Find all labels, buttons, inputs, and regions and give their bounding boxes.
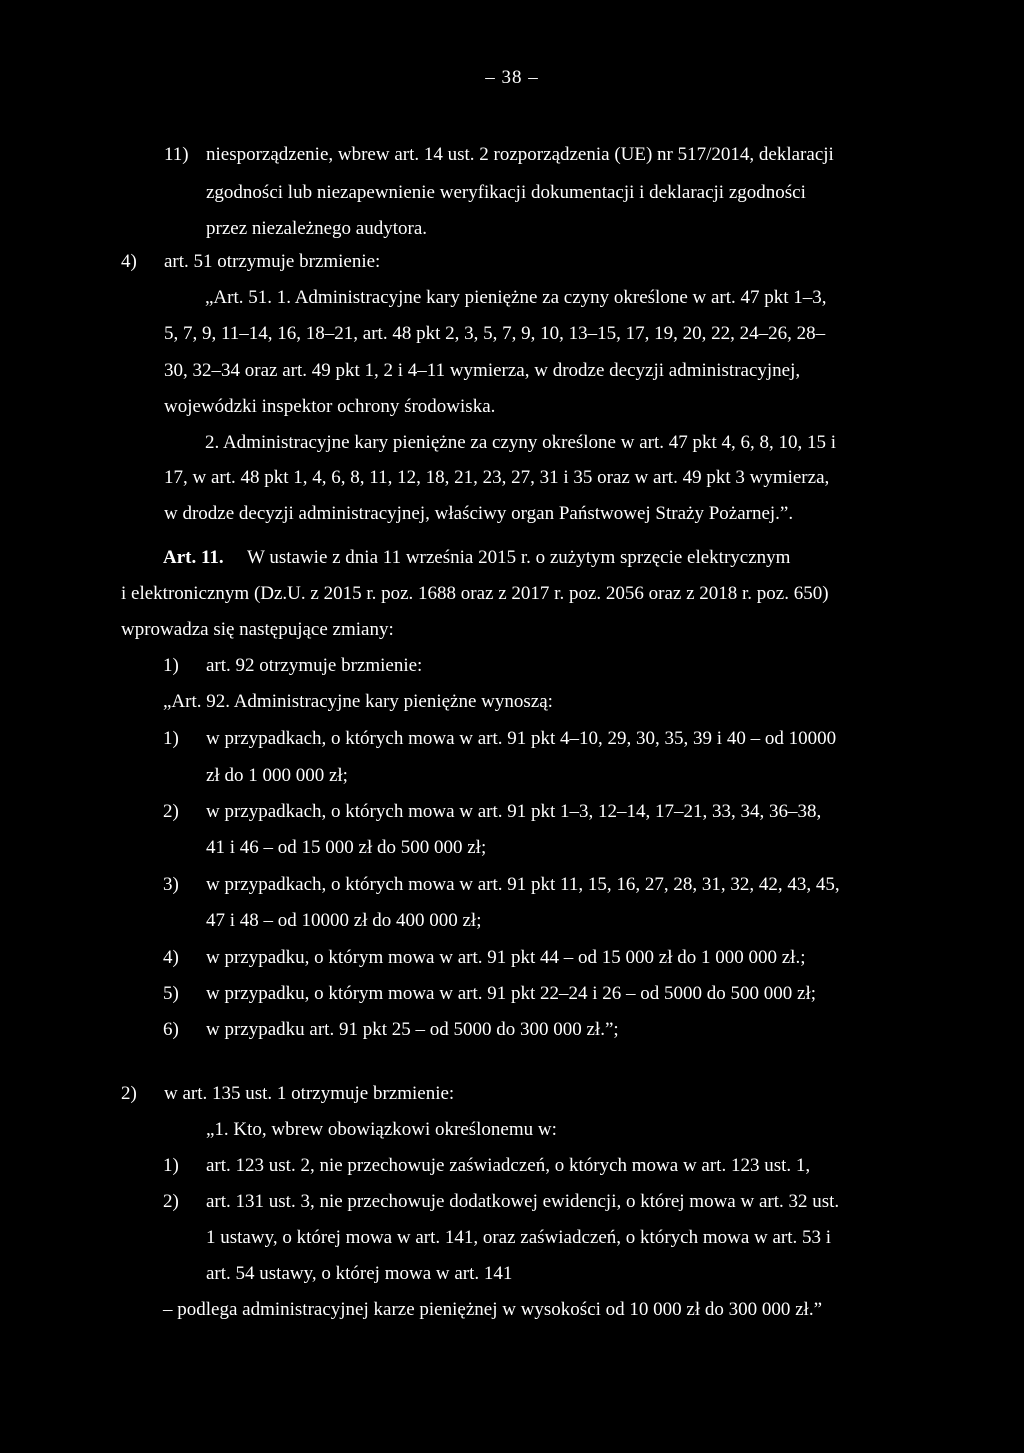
list-item-text: art. 131 ust. 3, nie przechowuje dodatkowej ewidencji, o której mowa w art. 32 ust. — [206, 1191, 840, 1212]
list-item-text: w przypadkach, o których mowa w art. 91 pkt 11, 15, 16, 27, 28, 31, 32, 42, 43, 45, — [206, 874, 840, 895]
list-item-number: 1) — [163, 1155, 179, 1176]
list-item-text: art. 123 ust. 2, nie przechowuje zaświadczeń, o których mowa w art. 123 ust. 1, — [206, 1155, 811, 1176]
article-text-line: W ustawie z dnia 11 września 2015 r. o zużytym sprzęcie elektrycznym — [247, 547, 791, 568]
article-paragraph-line: wojewódzki inspektor ochrony środowiska. — [164, 396, 496, 417]
article-paragraph-line: 30, 32–34 oraz art. 49 pkt 1, 2 i 4–11 wymierza, w drodze decyzji administracyjnej, — [164, 360, 801, 381]
list-item-number: 4) — [163, 947, 179, 968]
point-intro: art. 92 otrzymuje brzmienie: — [206, 655, 423, 676]
quoted-article-header: „Art. 92. Administracyjne kary pieniężne wynoszą: — [163, 691, 553, 712]
list-item-text: w przypadku art. 91 pkt 25 – od 5000 do 300 000 zł.”; — [206, 1019, 619, 1040]
list-item-text: zł do 1 000 000 zł; — [206, 765, 348, 786]
item-text-line: niesporządzenie, wbrew art. 14 ust. 2 rozporządzenia (UE) nr 517/2014, deklaracji — [206, 144, 834, 165]
list-item-text: art. 54 ustawy, o której mowa w art. 141 — [206, 1263, 513, 1284]
list-item-number: 1) — [163, 728, 179, 749]
quoted-paragraph-start: „1. Kto, wbrew obowiązkowi określonemu w: — [206, 1119, 557, 1140]
point-number: 4) — [121, 251, 137, 272]
point-intro: art. 51 otrzymuje brzmienie: — [164, 251, 381, 272]
article-text-line: i elektronicznym (Dz.U. z 2015 r. poz. 1688 oraz z 2017 r. poz. 2056 oraz z 2018 r. poz. 650) — [121, 583, 829, 604]
article-paragraph-line: 17, w art. 48 pkt 1, 4, 6, 8, 11, 12, 18, 21, 23, 27, 31 i 35 oraz w art. 49 pkt 3 wymierza, — [164, 467, 830, 488]
item-text-line: przez niezależnego audytora. — [206, 218, 428, 239]
item-text-line: zgodności lub niezapewnienie weryfikacji dokumentacji i deklaracji zgodności — [206, 182, 806, 203]
article-text-line: wprowadza się następujące zmiany: — [121, 619, 394, 640]
article-paragraph-line: 2. Administracyjne kary pieniężne za czyny określone w art. 47 pkt 4, 6, 8, 10, 15 i — [205, 432, 837, 453]
list-item-number: 2) — [163, 1191, 179, 1212]
list-item-text: 41 i 46 – od 15 000 zł do 500 000 zł; — [206, 837, 487, 858]
list-item-number: 2) — [163, 801, 179, 822]
list-item-text: w przypadku, o którym mowa w art. 91 pkt 44 – od 15 000 zł do 1 000 000 zł.; — [206, 947, 806, 968]
article-paragraph-line: 5, 7, 9, 11–14, 16, 18–21, art. 48 pkt 2, 3, 5, 7, 9, 10, 13–15, 17, 19, 20, 22, 24–26, 28– — [164, 323, 826, 344]
list-item-text: 47 i 48 – od 10000 zł do 400 000 zł; — [206, 910, 482, 931]
list-item-number: 5) — [163, 983, 179, 1004]
page-number: – 38 – — [485, 67, 539, 88]
article-heading: Art. 11. — [163, 547, 224, 568]
point-number: 1) — [163, 655, 179, 676]
list-item-text: w przypadkach, o których mowa w art. 91 pkt 4–10, 29, 30, 35, 39 i 40 – od 10000 — [206, 728, 837, 749]
list-item-number: 3) — [163, 874, 179, 895]
list-item-text: 1 ustawy, o której mowa w art. 141, oraz zaświadczeń, o których mowa w art. 53 i — [206, 1227, 832, 1248]
list-item-number: 6) — [163, 1019, 179, 1040]
item-number: 11) — [164, 144, 189, 165]
article-paragraph-line: „Art. 51. 1. Administracyjne kary pieniężne za czyny określone w art. 47 pkt 1–3, — [205, 287, 827, 308]
list-item-text: w przypadkach, o których mowa w art. 91 pkt 1–3, 12–14, 17–21, 33, 34, 36–38, — [206, 801, 822, 822]
point-intro: w art. 135 ust. 1 otrzymuje brzmienie: — [164, 1083, 455, 1104]
closing-text: – podlega administracyjnej karze pieniężnej w wysokości od 10 000 zł do 300 000 zł.” — [163, 1299, 823, 1320]
list-item-text: w przypadku, o którym mowa w art. 91 pkt 22–24 i 26 – od 5000 do 500 000 zł; — [206, 983, 817, 1004]
point-number: 2) — [121, 1083, 137, 1104]
article-paragraph-line: w drodze decyzji administracyjnej, właściwy organ Państwowej Straży Pożarnej.”. — [164, 503, 794, 524]
